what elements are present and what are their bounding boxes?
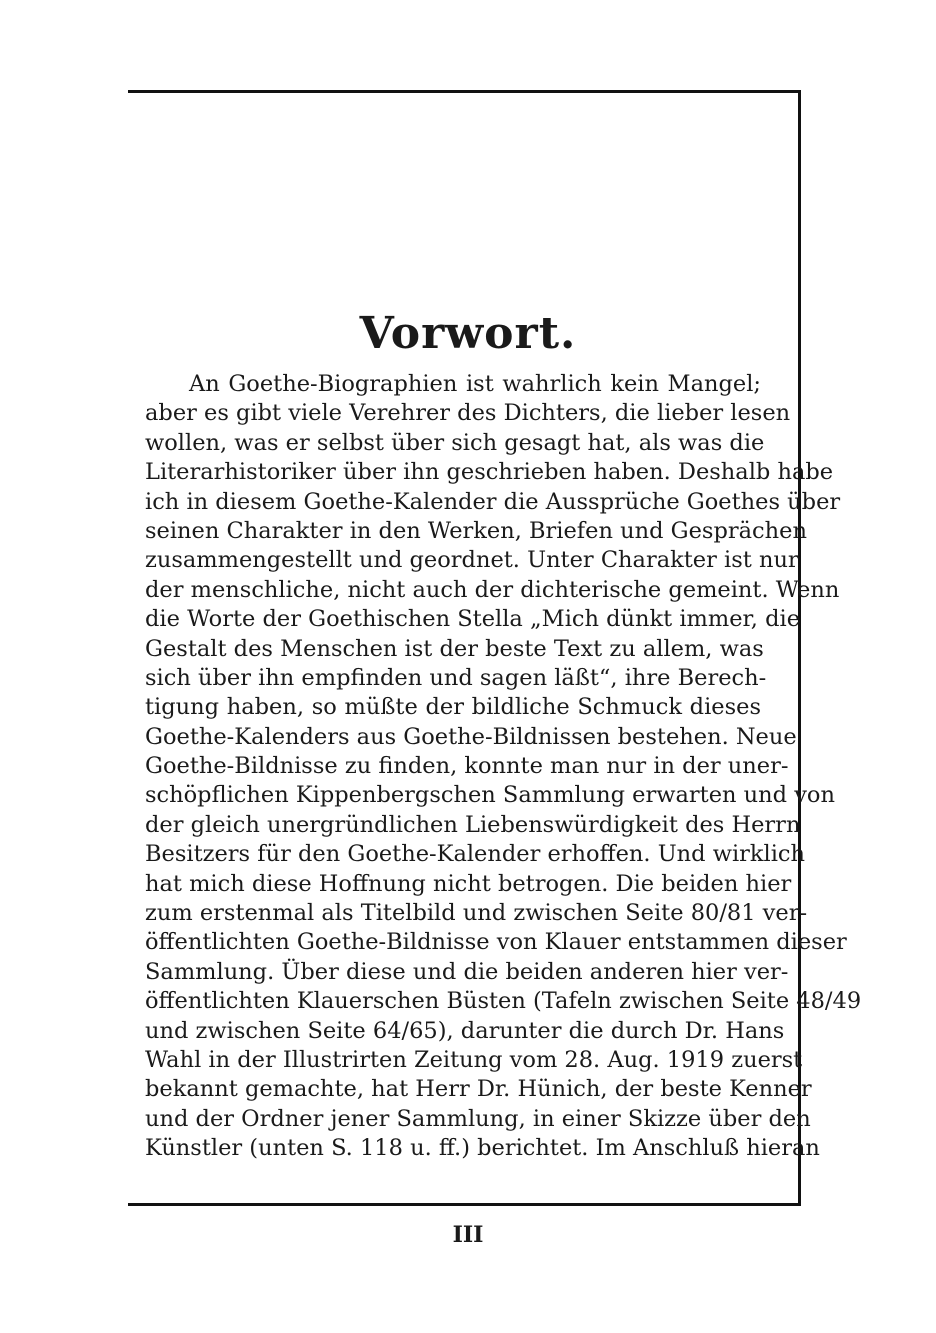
text-line: Künstler (unten S. 118 u. ff.) berichtet. Im Anschluß hieran — [145, 1135, 820, 1162]
text-line: bekannt gemachte, hat Herr Dr. Hünich, der beste Kenner — [145, 1076, 812, 1103]
body-text — [145, 370, 862, 1164]
text-line: Goethe-Kalenders aus Goethe-Bildnissen bestehen. Neue — [145, 723, 797, 750]
text-line: wollen, was er selbst über sich gesagt hat, als was die — [145, 429, 765, 456]
page-number: III — [452, 1222, 484, 1248]
text-line: aber es gibt viele Verehrer des Dichters, die lieber lesen — [145, 400, 791, 427]
text-line: ich in diesem Goethe-Kalender die Aussprüche Goethes über — [145, 488, 841, 515]
text-line: seinen Charakter in den Werken, Briefen und Gesprächen — [145, 517, 807, 544]
text-line: hat mich diese Hoffnung nicht betrogen. Die beiden hier — [145, 870, 792, 897]
text-line: der gleich unergründlichen Liebenswürdigkeit des Herrn — [145, 811, 801, 838]
text-line: sich über ihn empfinden und sagen läßt“, ihre Berech- — [145, 664, 767, 691]
text-line: schöpflichen Kippenbergschen Sammlung erwarten und von — [145, 782, 835, 809]
text-line: die Worte der Goethischen Stella „Mich dünkt immer, die — [145, 606, 801, 633]
text-line: Goethe-Bildnisse zu finden, konnte man nur in der uner- — [145, 753, 789, 780]
text-line: Literarhistoriker über ihn geschrieben haben. Deshalb habe — [145, 459, 834, 486]
text-line: Wahl in der Illustrirten Zeitung vom 28. Aug. 1919 zuerst — [145, 1046, 803, 1073]
text-line: und der Ordner jener Sammlung, in einer Skizze über den — [145, 1105, 811, 1132]
text-line: An Goethe-Biographien ist wahrlich kein Mangel; — [189, 371, 761, 397]
text-line: Besitzers für den Goethe-Kalender erhoffen. Und wirklich — [145, 841, 806, 868]
text-line: zum erstenmal als Titelbild und zwischen Seite 80/81 ver- — [145, 900, 808, 927]
text-line: der menschliche, nicht auch der dichterische gemeint. Wenn — [145, 576, 840, 603]
text-line: zusammengestellt und geordnet. Unter Charakter ist nur — [145, 547, 799, 574]
text-line: Sammlung. Über diese und die beiden anderen hier ver- — [145, 958, 789, 985]
text-line: öffentlichten Klauerschen Büsten (Tafeln zwischen Seite 48/49 — [145, 988, 862, 1015]
text-line: öffentlichten Goethe-Bildnisse von Klauer entstammen dieser — [145, 929, 847, 956]
page-title: Vorwort. — [359, 308, 577, 359]
text-line: tigung haben, so müßte der bildliche Schmuck dieses — [145, 694, 761, 721]
text-line: Gestalt des Menschen ist der beste Text zu allem, was — [145, 635, 764, 662]
text-line: und zwischen Seite 64/65), darunter die durch Dr. Hans — [145, 1017, 785, 1044]
